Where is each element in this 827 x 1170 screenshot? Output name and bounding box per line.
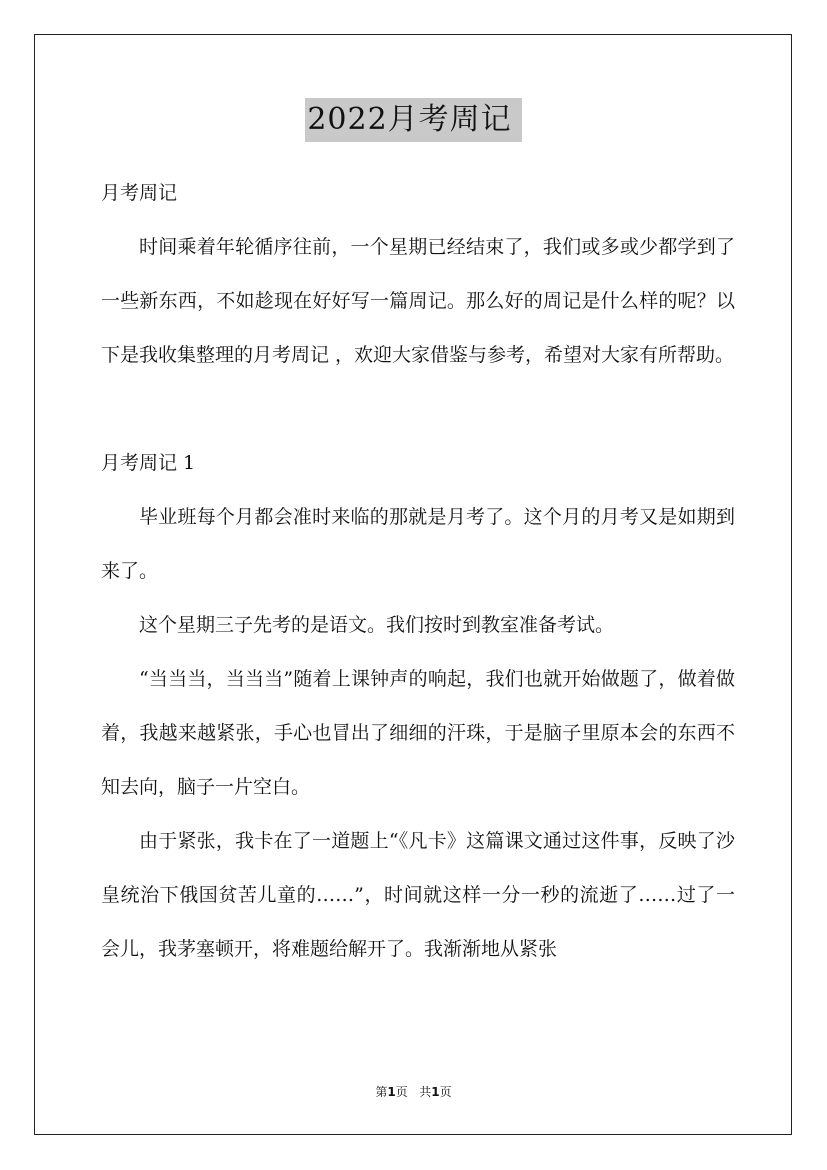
document-body xyxy=(101,166,735,976)
paragraph-spacer xyxy=(101,382,735,436)
body-paragraph: 由于紧张，我卡在了一道题上“《凡卡》这篇课文通过这件事，反映了沙皇统治下俄国贫苦儿童的……”，时间就这样一分一秒的流逝了……过了一会儿，我茅塞顿开，将难题给解开了。我渐渐地从紧张 xyxy=(101,830,735,960)
page-footer xyxy=(0,1083,827,1100)
page-label-prefix: 第 xyxy=(375,1085,388,1099)
total-pages: 1 xyxy=(431,1085,440,1099)
body-paragraph: “当当当，当当当”随着上课钟声的响起，我们也就开始做题了，做着做着，我越来越紧张，手心也冒出了细细的汗珠，于是脑子里原本会的东西不知去向，脑子一片空白。 xyxy=(101,668,735,798)
intro-heading: 月考周记 xyxy=(101,182,178,204)
total-label-suffix: 页 xyxy=(439,1085,452,1099)
intro-paragraph: 时间乘着年轮循序往前，一个星期已经结束了，我们或多或少都学到了一些新东西，不如趁现在好好写一篇周记。那么好的周记是什么样的呢？以下是我收集整理的月考周记 ，欢迎大家借鉴与参考，希望对大家有所帮助。 xyxy=(101,236,735,366)
body-paragraph: 这个星期三子先考的是语文。我们按时到教室准备考试。 xyxy=(139,614,615,636)
page-label-suffix: 页 xyxy=(395,1085,408,1099)
document-title: 2022月考周记 xyxy=(305,98,521,142)
page-number: 1 xyxy=(387,1085,396,1099)
title-container xyxy=(0,98,827,142)
section-heading: 月考周记 1 xyxy=(101,452,196,474)
total-label-prefix: 共 xyxy=(419,1085,432,1099)
body-paragraph: 毕业班每个月都会准时来临的那就是月考了。这个月的月考又是如期到来了。 xyxy=(101,506,735,582)
